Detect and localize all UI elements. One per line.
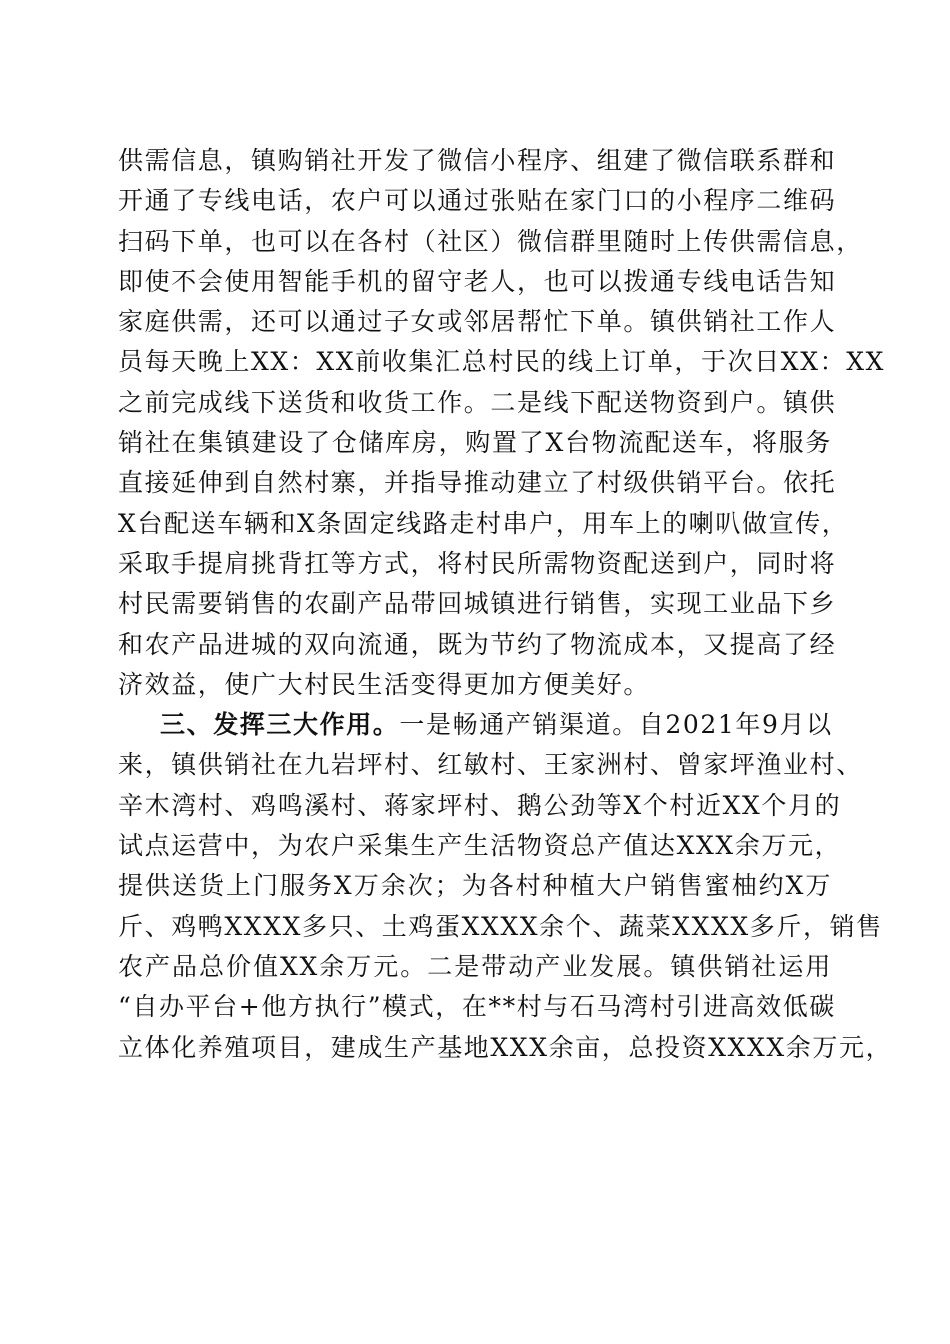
section-first-line-text: 一是畅通产销渠道。自2021年9月以 bbox=[399, 710, 833, 740]
section-first-line bbox=[118, 705, 832, 745]
text-line: 农产品总价值XX余万元。二是带动产业发展。镇供销社运用 bbox=[118, 951, 832, 981]
document-body bbox=[118, 141, 893, 1068]
text-line: 供需信息，镇购销社开发了微信小程序、组建了微信联系群和 bbox=[118, 146, 837, 175]
text-line: X台配送车辆和X条固定线路走村串户，用车上的喇叭做宣传， bbox=[118, 508, 849, 538]
section-heading: 三、发挥三大作用。 bbox=[160, 710, 400, 740]
text-line: 村民需要销售的农副产品带回城镇进行销售，实现工业品下乡 bbox=[118, 589, 837, 619]
text-line: 扫码下单，也可以在各村（社区）微信群里随时上传供需信息， bbox=[118, 226, 863, 256]
text-line: 斤、鸡鸭XXXX多只、土鸡蛋XXXX余个、蔬菜XXXX多斤，销售 bbox=[118, 911, 883, 941]
text-line: 开通了专线电话，农户可以通过张贴在家门口的小程序二维码 bbox=[118, 186, 837, 216]
text-line: 员每天晚上XX：XX前收集汇总村民的线上订单，于次日XX：XX bbox=[118, 347, 885, 377]
text-line: 试点运营中，为农户采集生产生活物资总产值达XXX余万元， bbox=[118, 831, 842, 861]
text-line: 来，镇供销社在九岩坪村、红敏村、王家洲村、曾家坪渔业村、 bbox=[118, 750, 863, 780]
text-line: 采取手提肩挑背扛等方式，将村民所需物资配送到户，同时将 bbox=[118, 548, 837, 578]
text-line: 提供送货上门服务X万余次；为各村种植大户销售蜜柚约X万 bbox=[118, 871, 832, 901]
text-line: 济效益，使广大村民生活变得更加方便美好。 bbox=[118, 669, 651, 699]
text-line: 之前完成线下送货和收货工作。二是线下配送物资到户。镇供 bbox=[118, 387, 837, 417]
text-line: 直接延伸到自然村寨，并指导推动建立了村级供销平台。依托 bbox=[118, 468, 837, 498]
text-line: 辛木湾村、鸡鸣溪村、蒋家坪村、鹅公劲等X个村近XX个月的 bbox=[118, 790, 842, 820]
text-line: 即使不会使用智能手机的留守老人，也可以拨通专线电话告知 bbox=[118, 266, 837, 296]
text-line: “自办平台+他方执行”模式，在**村与石马湾村引进高效低碳 bbox=[118, 992, 836, 1022]
text-line: 和农产品进城的双向流通，既为节约了物流成本，又提高了经 bbox=[118, 629, 837, 659]
text-line: 家庭供需，还可以通过子女或邻居帮忙下单。镇供销社工作人 bbox=[118, 307, 837, 337]
text-line: 销社在集镇建设了仓储库房，购置了X台物流配送车，将服务 bbox=[118, 428, 832, 458]
text-line: 立体化养殖项目，建成生产基地XXX余亩，总投资XXXX余万元， bbox=[118, 1032, 893, 1062]
